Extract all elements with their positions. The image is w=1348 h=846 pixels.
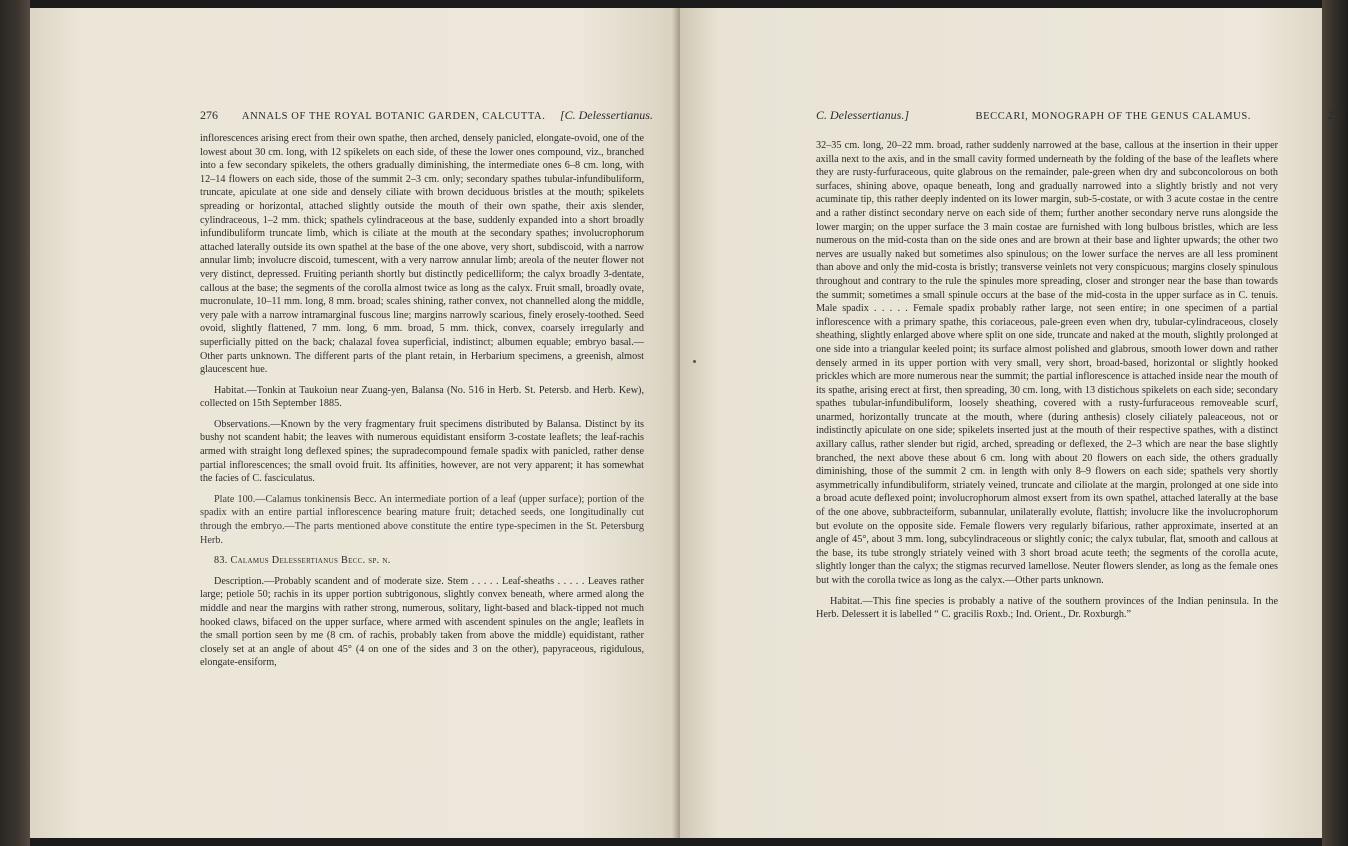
left-page-body [200, 132, 644, 677]
left-running-head-title: ANNALS OF THE ROYAL BOTANIC GARDEN, CALCUTTA. [241, 111, 546, 122]
right-page [680, 8, 1346, 838]
paragraph-habitat-2: Habitat.—This fine species is probably a native of the southern provinces of the Indian peninsula. In the Herb. Delessert it is labelled “ C. gracilis Roxb.; Ind. Orient., Dr. Roxburgh.” [816, 595, 1278, 621]
left-page [30, 8, 680, 838]
right-page-body [816, 139, 1278, 629]
paragraph-habitat: Habitat.—Tonkin at Taukoiun near Zuang-yen, Balansa (No. 516 in Herb. St. Petersb. and Herb. Kew), collected on 15th September 1885. [200, 384, 644, 410]
paragraph-description-continued: 32–35 cm. long, 20–22 mm. broad, rather suddenly narrowed at the base, callous at the insertion in their upper axilla next to the axis, and in the small cavity formed underneath by the folding of the base of the leaflets where they are rusty-furfuraceous, quite glabrous on the remainder, pale-green when dry and subconcolorous on both surfaces, shining above, opaque beneath, long and gradually narrowed into a slightly bristly and not very acuminate tip, this rather deeply indented on its lower margin, sub-5-costate, or with 3 acute costae in the centre and a rather distinct secondary nerve on each side of them; further another secondary nerve runs alongside the lower margin; on the upper surface the 3 main costae are furnished with long bulbous bristles, which are less numerous on the mid-costa than on the side ones and are brown at their base and lighter upwards; the other two nerves are usually naked but sometimes also spinulous; on the lower surface the nerves are all less prominent than above and only the mid-costa is bristly; transverse veinlets not very conspicuous; margins closely spinulous throughout and contrary to the rule the spinules more spreading, closer and stronger near the base than towards the summit; sometimes a small spinule occurs at the base of the mid-costa in the upper surface as in C. tenuis. Male spadix . . . . . Female spadix probably rather large, not seen entire; in one specimen of a partial inflorescence with a primary spathe, this coriaceous, pale-green even when dry, tubular-cylindraceous, closely sheathing, slightly enlarged above where split on one side, truncate and naked at the mouth, slightly prolonged at one side into a triangular keeled point; its surface almost polished and glabrous, smooth lower down and rather densely armed in its upper portion with very small, very short, broad-based, horizontal or slightly hooked prickles which are more numerous near the summit; the partial inflorescence is attached inside near the mouth of its spathe, arising erect at first, then spreading, 30 cm. long, with 13 distichous spikelets on each side; secondary spathes tubular-infundibuliform, loosely sheathing, covered with a rusty-furfuraceous removeable scurf, unarmed, horizontally truncate at the mouth, where (during anthesis) closely ciliately paleaceous, not or indistinctly apiculate on one side; spikelets inserted just at the mouth of their respective spathes, with a distinct axillary callus, rather slender but rigid, arched, spreading or deflexed, the 2–3 which are near the base slightly branched, the next above these about 6 cm. long with about 20 flowers on each side, the others gradually diminishing, those of the summit 2 cm. in length with only 8–9 flowers on each side; spathels very shortly asymmetrically infundibuliform, striately veined, truncate and ciliolate at the margin, prolonged at one side into a broad acute deflexed point; involucrophorum almost exsert from its own spathel, attached laterally at the base of the one above, subbracteiform, subannular, unilaterally evolute, flattish; involucre like the involucrophorum but evolute on the opposite side. Female flowers very regularly bifarious, rather approximate, inserted at an angle of 45°, about 3 mm. long, subcylindraceous or slightly conic; the calyx tubular, flat, smooth and callous at the base, its tube strongly striately veined with 3 short broad acute teeth; the segments of the corolla acute, slightly longer than the calyx; the stigmas recurved lamellose. Neuter flowers slender, as long as the female ones but with the corolla twice as long as the calyx.—Other parts unknown. [816, 140, 1278, 586]
paragraph-inflorescence: inflorescences arising erect from their own spathe, then arched, densely panicled, elongate-ovoid, one of the lowest about 30 cm. long, with 12 spikelets on each side, of these the lower ones compound, viz., branched into a few secondary spikelets, the others gradually diminishing, the intermediate ones 6–8 cm. long, with 12–14 flowers on each side, those of the summit 2–3 cm. only; secondary spathes tubular-infundibuliform, truncate, apiculate at one side and densely ciliate with brown deciduous bristles at the mouth; spikelets spreading or horizontal, attached slightly outside the mouth of their own spathe, their axis slender, cylindraceous, 1–2 mm. thick; spathels cylindraceous at the base, suddenly expanded into a short broadly infundibuliform truncate limb, which is ciliate at the mouth at the secondary spathes; involucrophorum attached laterally outside its own spathel at the base of the one above, very short, subdiscoid, with a narrow annular limb; involucre discoid, tumescent, with a very narrow annular limb; areola of the neuter flower not very distinct, depressed. Fruiting perianth shortly but distinctly pedicelliform; the calyx broadly 3-dentate, callous at the base; the segments of the corolla almost twice as long as the calyx. Fruit small, broadly ovate, mucronulate, 10–11 mm. long, 8 mm. broad; scales shining, rather convex, not channelled along the middle, very pale with a narrow intramarginal fuscous line; margins narrowly scarious, finely erosely-toothed. Seed ovoid, slightly flattened, 7 mm. long, 6 mm. broad, 5 mm. thick, convex, coarsely irregularly and superficially pitted on the back; chalazal fovea superficial, indistinct; albumen equable; embryo basal.—Other parts unknown. The different parts of the plant retain, in Herbarium specimens, a greenish, almost glaucescent hue. [200, 133, 644, 376]
left-running-header [200, 108, 653, 123]
species-heading: 83. Calamus Delessertianus Becc. sp. n. [214, 555, 391, 567]
paragraph-description: Description.—Probably scandent and of moderate size. Stem . . . . . Leaf-sheaths . . . . . Leaves rather large; petiole 50; rachis in its upper portion subtrigonous, slightly convex beneath, where armed along the middle and near the margins with rather strong, numerous, solitary, light-based and black-tipped not much hooked claws, bifaced on the upper surface, where armed with ascendent spinules on the angle; leaflets in the small portion seen by me (8 cm. of rachis, probably taken from above the middle) equidistant, rather closely set at an angle of about 45° (4 on one of the sides and 3 on the other), papyraceous, rigidulous, elongate-ensiform, [200, 575, 644, 669]
right-running-head-title: BECCARI, MONOGRAPH OF THE GENUS CALAMUS. [975, 111, 1252, 122]
book-cover-right-edge [1322, 0, 1348, 846]
left-running-head-species: [C. Delessertianus. [559, 108, 653, 122]
right-page-number: 277 [1327, 108, 1346, 122]
paragraph-observations: Observations.—Known by the very fragmentary fruit specimens distributed by Balansa. Distinct by its bushy not scandent habit; the leaves with numerous equidistant ensiform 3-costate leaflets; the leaf-rachis armed with straight long deflexed spines; the supradecompound female spadix with panicled, rather dense partial inflorescences; the small ovoid fruit. Its affinities, however, are not very apparent; it has somewhat the facies of C. fasciculatus. [200, 418, 644, 485]
page-mark [693, 360, 696, 363]
right-running-head-species: C. Delessertianus.] [816, 108, 909, 122]
left-page-number: 276 [200, 108, 218, 122]
paragraph-plate: Plate 100.—Calamus tonkinensis Becc. An intermediate portion of a leaf (upper surface); portion of the spadix with an entire partial inflorescence bearing mature fruit; detached seeds, one longitudinally cut through the embryo.—The parts mentioned above constitute the entire type-specimen in the St. Petersburg Herb. [200, 493, 644, 546]
right-running-header [816, 108, 1346, 123]
book-cover-left-edge [0, 0, 30, 846]
